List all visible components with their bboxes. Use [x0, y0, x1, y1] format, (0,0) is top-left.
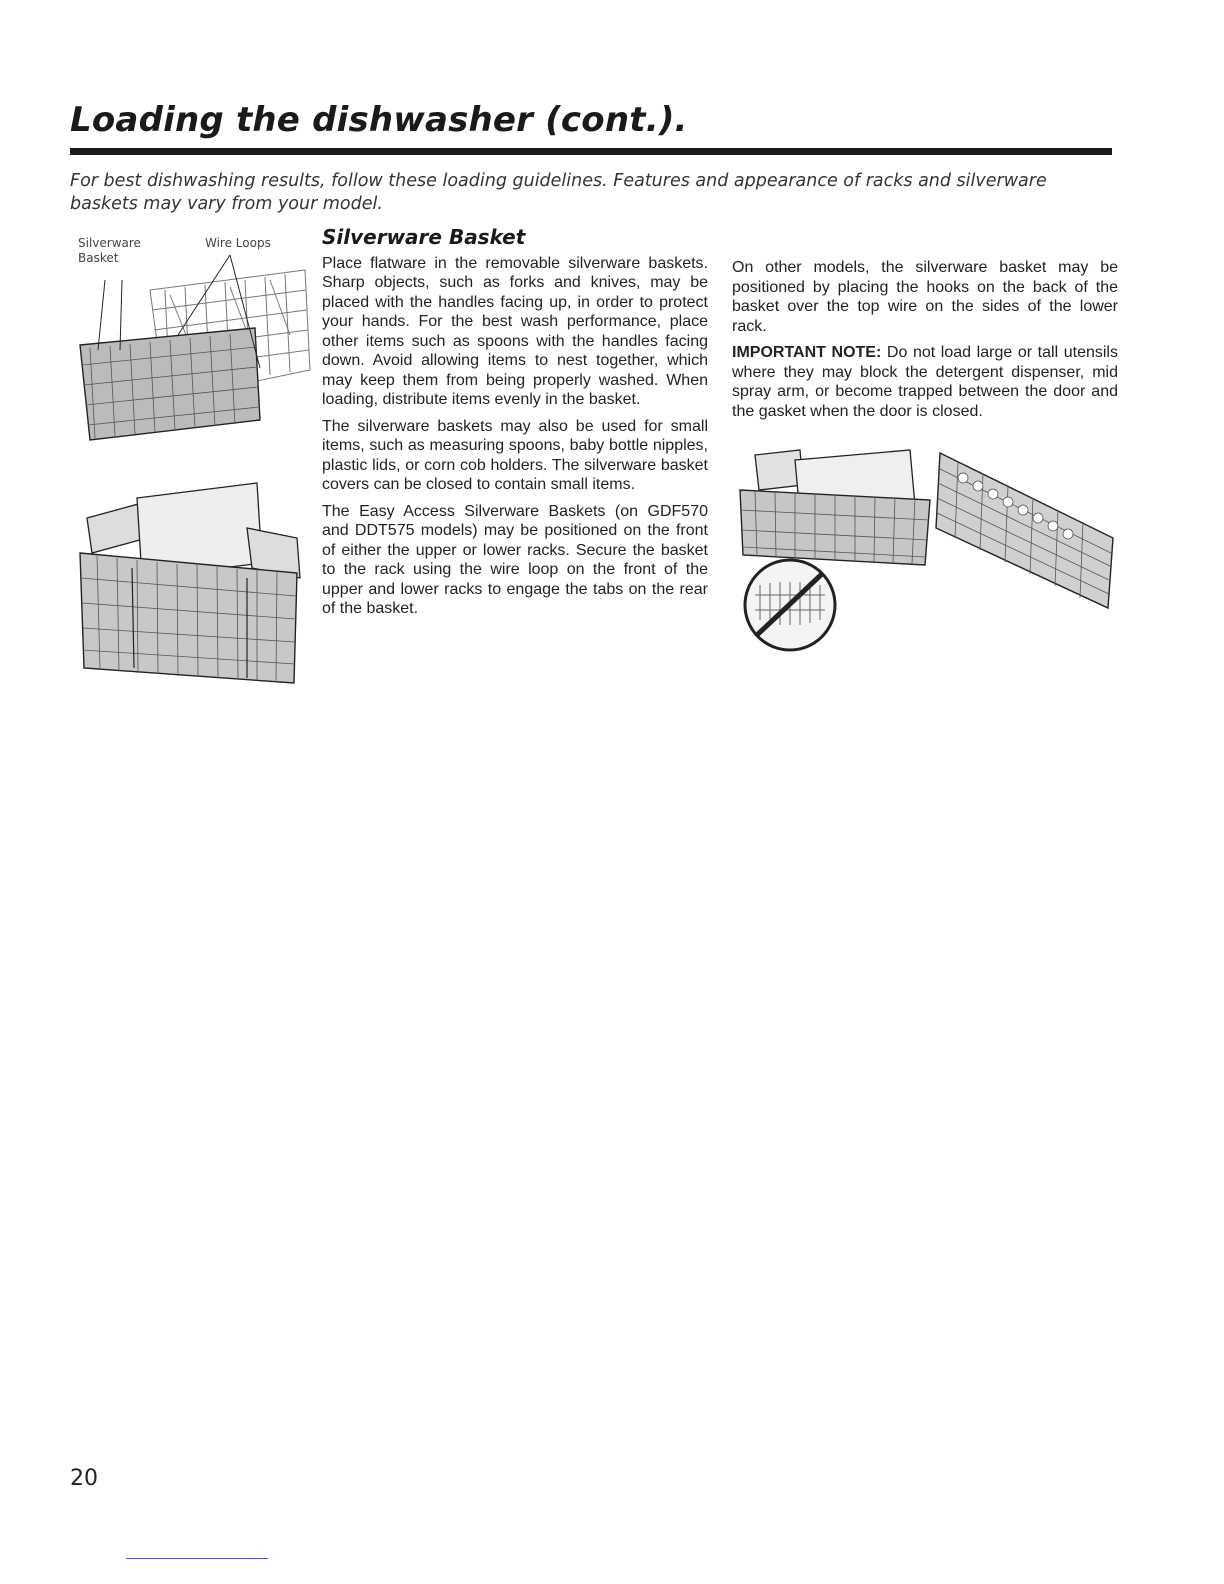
paragraph-easy-access: The Easy Access Silverware Baskets (on GDF570 and DDT575 models) may be positioned on the front of either the upper or lower racks. Secure the basket to the rack using the wire loop on the front of the upper and lower racks to engage the tabs on the rear of the basket.	[322, 502, 708, 617]
paragraph-flatware: Place flatware in the removable silverware baskets. Sharp objects, such as forks and knives, may be placed with the handles facing up, in order to protect your hands. For the best wash performance, place other items such as spoons with the handles facing down. Avoid allowing items to nest together, which may keep them from being properly washed. When loading, distribute items evenly in the basket.	[322, 254, 708, 408]
basket-on-rack-illustration	[735, 445, 935, 655]
basket-cover-illustration	[928, 448, 1118, 613]
intro-text: For best dishwashing results, follow these loading guidelines. Features and appearance of racks and silverware baskets may vary from your model.	[70, 171, 1047, 214]
column-1	[322, 225, 708, 626]
column-2	[732, 258, 1118, 428]
prohibited-icon	[745, 560, 835, 650]
callout-silverware-basket: Silverware Basket	[78, 236, 141, 265]
callout-wire-loops: Wire Loops	[205, 236, 271, 250]
page-title: Loading the dishwasher (cont.).	[70, 100, 688, 140]
paragraph-other-models: On other models, the silverware basket may be positioned by placing the hooks on the back of the basket over the top wire on the sides of the lower rack.	[732, 259, 1118, 335]
paragraph-small-items: The silverware baskets may also be used for small items, such as measuring spoons, baby bottle nipples, plastic lids, or corn cob holders. The silverware basket covers can be closed to contain small items.	[322, 417, 708, 493]
title-rule	[70, 148, 1112, 155]
section-heading: Silverware Basket	[322, 225, 526, 249]
important-note-label: IMPORTANT NOTE:	[732, 344, 882, 361]
paragraph-important-note	[732, 343, 1118, 421]
important-note-text: Do not load large or tall utensils where they may block the detergent dispenser, mid spray arm, or become trapped between the door and the gasket when the door is closed.	[732, 344, 1118, 420]
silverware-basket-rack-illustration	[70, 250, 315, 450]
silverware-basket-illustration	[72, 478, 312, 693]
footer-line	[126, 1558, 268, 1559]
page-number: 20	[70, 1466, 98, 1491]
